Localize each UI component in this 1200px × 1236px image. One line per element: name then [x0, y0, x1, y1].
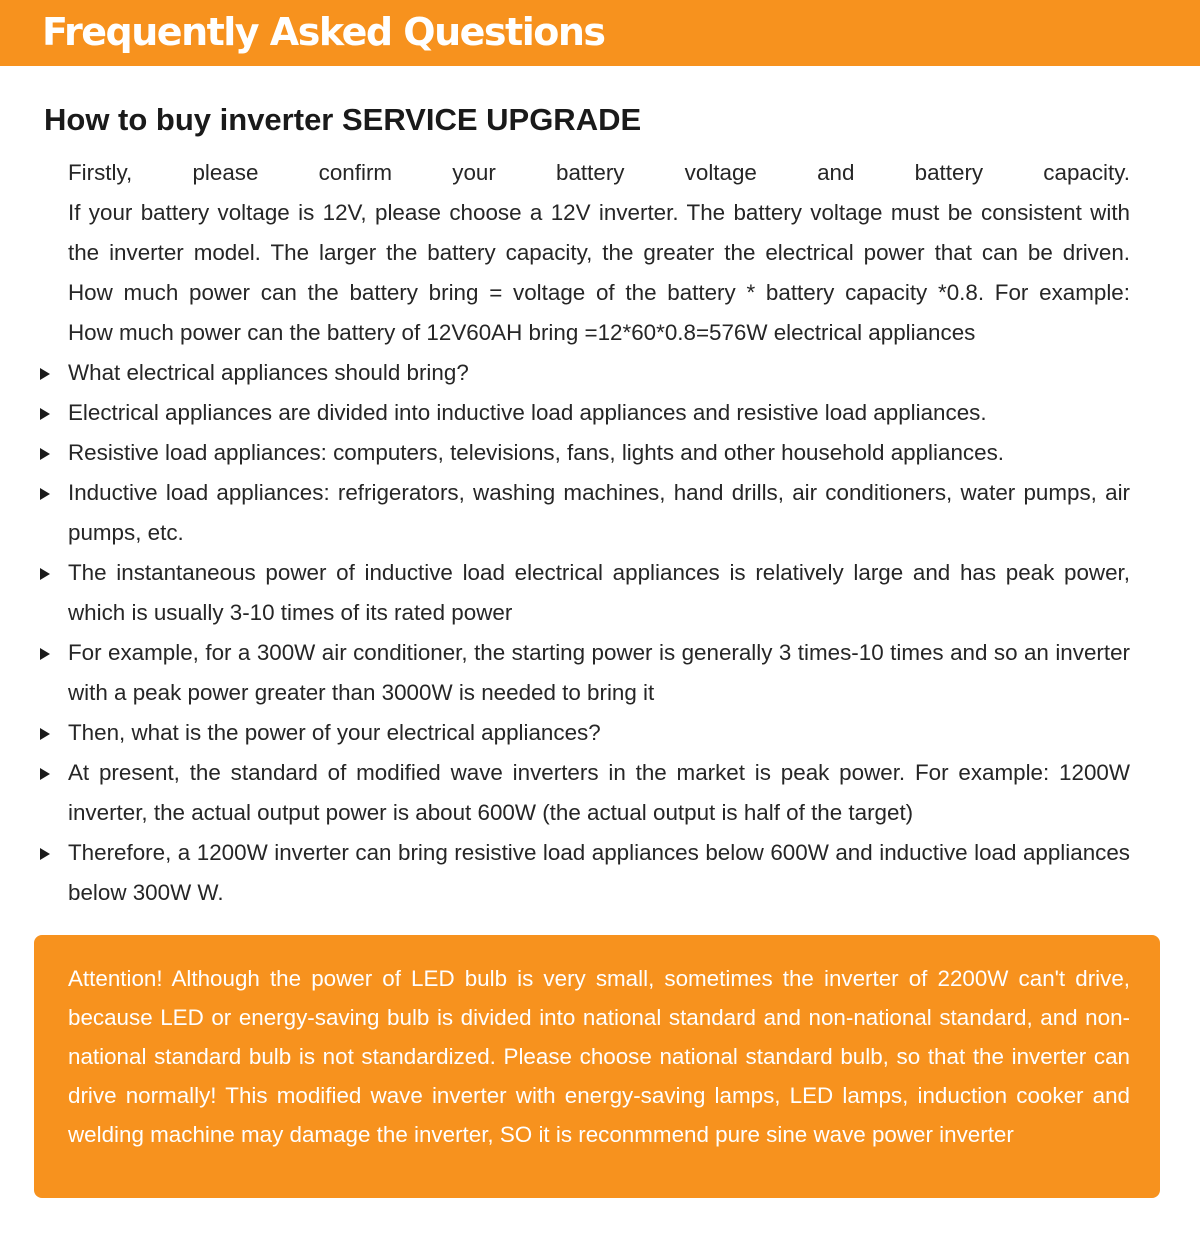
- list-item: [68, 753, 1130, 833]
- attention-box: [34, 935, 1160, 1198]
- list-item-text: Resistive load appliances: computers, televisions, fans, lights and other household appliances.: [68, 440, 1004, 465]
- list-item-text: Electrical appliances are divided into inductive load appliances and resistive load appliances.: [68, 400, 987, 425]
- list-item: [68, 553, 1130, 633]
- triangle-bullet-icon: [40, 648, 50, 660]
- list-item-text: What electrical appliances should bring?: [68, 360, 469, 385]
- list-item-text: The instantaneous power of inductive load electrical appliances is relatively large and has peak power, which is usually 3-10 times of its rated power: [68, 560, 1130, 625]
- list-item: [68, 393, 1130, 433]
- triangle-bullet-icon: [40, 728, 50, 740]
- banner-title: Frequently Asked Questions: [42, 10, 605, 54]
- faq-list: [68, 353, 1130, 913]
- list-item: [68, 433, 1130, 473]
- intro-line: Firstly, please confirm your battery voltage and battery capacity.: [68, 160, 1130, 185]
- attention-text: Attention! Although the power of LED bulb is very small, sometimes the inverter of 2200W can't drive, because LED or energy-saving bulb is divided into national standard and non-national standard, and non-national standard bulb is not standardized. Please choose national standard bulb, so that the inverter can drive normally! This modified wave inverter with energy-saving lamps, LED lamps, induction cooker and welding machine may damage the inverter, SO it is reconmmend pure sine wave power inverter: [68, 966, 1130, 1147]
- triangle-bullet-icon: [40, 568, 50, 580]
- list-item-text: Inductive load appliances: refrigerators, washing machines, hand drills, air conditioners, water pumps, air pumps, etc.: [68, 480, 1130, 545]
- intro-line: If your battery voltage is 12V, please choose a 12V inverter. The battery voltage must be consistent with: [68, 200, 1130, 225]
- list-item: [68, 633, 1130, 713]
- list-item: [68, 353, 1130, 393]
- faq-content: [68, 153, 1130, 913]
- list-item: [68, 473, 1130, 553]
- triangle-bullet-icon: [40, 448, 50, 460]
- list-item-text: For example, for a 300W air conditioner, the starting power is generally 3 times-10 times and so an inverter with a peak power greater than 3000W is needed to bring it: [68, 640, 1130, 705]
- list-item-text: Therefore, a 1200W inverter can bring resistive load appliances below 600W and inductive load appliances below 300W W.: [68, 840, 1130, 905]
- triangle-bullet-icon: [40, 368, 50, 380]
- triangle-bullet-icon: [40, 848, 50, 860]
- triangle-bullet-icon: [40, 488, 50, 500]
- list-item-text: Then, what is the power of your electrical appliances?: [68, 720, 601, 745]
- triangle-bullet-icon: [40, 768, 50, 780]
- section-title: How to buy inverter SERVICE UPGRADE: [44, 102, 642, 137]
- intro-line: How much power can the battery of 12V60AH bring =12*60*0.8=576W electrical appliances: [68, 320, 976, 345]
- list-item: [68, 713, 1130, 753]
- triangle-bullet-icon: [40, 408, 50, 420]
- faq-banner: [0, 0, 1200, 66]
- intro-line: How much power can the battery bring = voltage of the battery * battery capacity *0.8. For example:: [68, 280, 1130, 305]
- list-item: [68, 833, 1130, 913]
- intro-line: the inverter model. The larger the battery capacity, the greater the electrical power that can be driven.: [68, 240, 1130, 265]
- list-item-text: At present, the standard of modified wave inverters in the market is peak power. For example: 1200W inverter, the actual output power is about 600W (the actual output is half of the target): [68, 760, 1130, 825]
